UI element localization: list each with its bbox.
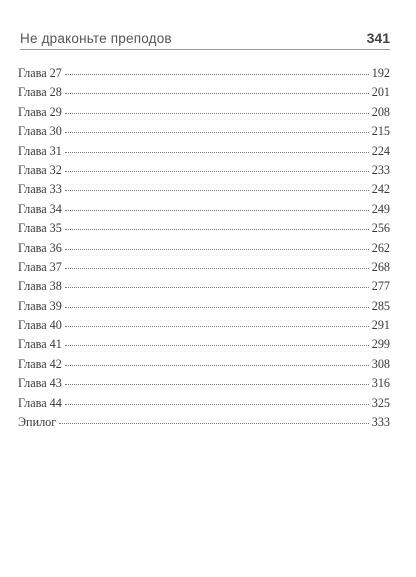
toc-entry	[18, 415, 390, 434]
running-header	[20, 22, 390, 46]
toc-entry-page: 192	[371, 66, 390, 80]
toc-entry-page: 208	[371, 104, 390, 119]
toc-entry	[18, 66, 390, 85]
table-of-contents	[18, 66, 390, 434]
toc-entry	[18, 85, 390, 104]
toc-entry-page: 268	[371, 259, 390, 274]
toc-entry-label: Глава 40	[18, 318, 62, 333]
toc-entry-label: Глава 35	[18, 221, 62, 236]
dot-leader	[65, 365, 369, 366]
toc-entry-label: Эпилог	[18, 415, 57, 430]
toc-entry	[18, 357, 390, 376]
toc-entry	[18, 221, 390, 240]
dot-leader	[65, 384, 369, 385]
toc-entry-page: 262	[371, 240, 390, 255]
toc-entry	[18, 182, 390, 201]
toc-entry-label: Глава 33	[18, 182, 62, 197]
toc-entry-page: 201	[371, 85, 390, 100]
toc-entry-label: Глава 43	[18, 376, 62, 391]
dot-leader	[65, 326, 369, 327]
toc-entry	[18, 144, 390, 163]
toc-entry	[18, 202, 390, 221]
dot-leader	[65, 249, 369, 250]
header-divider	[20, 49, 390, 50]
toc-entry-label: Глава 30	[18, 124, 62, 139]
toc-entry-label: Глава 32	[18, 162, 62, 177]
toc-entry-label: Глава 39	[18, 298, 62, 313]
toc-entry-label: Глава 38	[18, 279, 62, 294]
toc-entry	[18, 260, 390, 279]
dot-leader	[65, 74, 369, 75]
toc-entry-page: 316	[371, 376, 390, 391]
dot-leader	[65, 345, 369, 346]
dot-leader	[65, 268, 369, 269]
toc-entry-page: 285	[371, 298, 390, 313]
toc-entry	[18, 279, 390, 298]
toc-entry	[18, 124, 390, 143]
dot-leader	[59, 423, 368, 424]
toc-entry-page: 299	[371, 337, 390, 352]
toc-entry-label: Глава 42	[18, 356, 62, 371]
toc-entry	[18, 299, 390, 318]
book-title: Не драконьте преподов	[20, 31, 172, 46]
dot-leader	[65, 152, 369, 153]
toc-entry	[18, 337, 390, 356]
toc-entry-label: Глава 41	[18, 337, 62, 352]
toc-entry-page: 325	[371, 395, 390, 410]
dot-leader	[65, 287, 369, 288]
page-number: 341	[366, 30, 390, 46]
dot-leader	[65, 210, 369, 211]
dot-leader	[65, 93, 369, 94]
toc-entry-page: 249	[371, 201, 390, 216]
toc-entry-page: 277	[371, 279, 390, 294]
toc-entry-page: 242	[371, 182, 390, 197]
dot-leader	[65, 171, 369, 172]
toc-entry-label: Глава 31	[18, 143, 62, 158]
toc-entry	[18, 318, 390, 337]
dot-leader	[65, 404, 369, 405]
dot-leader	[65, 113, 369, 114]
dot-leader	[65, 132, 369, 133]
toc-entry-label: Глава 36	[18, 240, 62, 255]
toc-entry	[18, 105, 390, 124]
toc-entry-page: 215	[371, 124, 390, 139]
toc-entry-page: 291	[371, 318, 390, 333]
toc-entry-label: Глава 34	[18, 201, 62, 216]
toc-entry-page: 256	[371, 221, 390, 236]
toc-entry	[18, 163, 390, 182]
toc-entry-label: Глава 28	[18, 85, 62, 100]
dot-leader	[65, 190, 369, 191]
toc-entry-page: 233	[371, 162, 390, 177]
toc-entry	[18, 376, 390, 395]
toc-entry-label: Глава 37	[18, 259, 62, 274]
toc-entry-label: Глава 27	[18, 66, 62, 80]
toc-entry-label: Глава 44	[18, 395, 62, 410]
dot-leader	[65, 307, 369, 308]
toc-entry	[18, 241, 390, 260]
toc-entry-page: 308	[371, 356, 390, 371]
toc-entry-page: 333	[371, 415, 390, 430]
dot-leader	[65, 229, 369, 230]
toc-entry-page: 224	[371, 143, 390, 158]
toc-entry-label: Глава 29	[18, 104, 62, 119]
toc-entry	[18, 396, 390, 415]
